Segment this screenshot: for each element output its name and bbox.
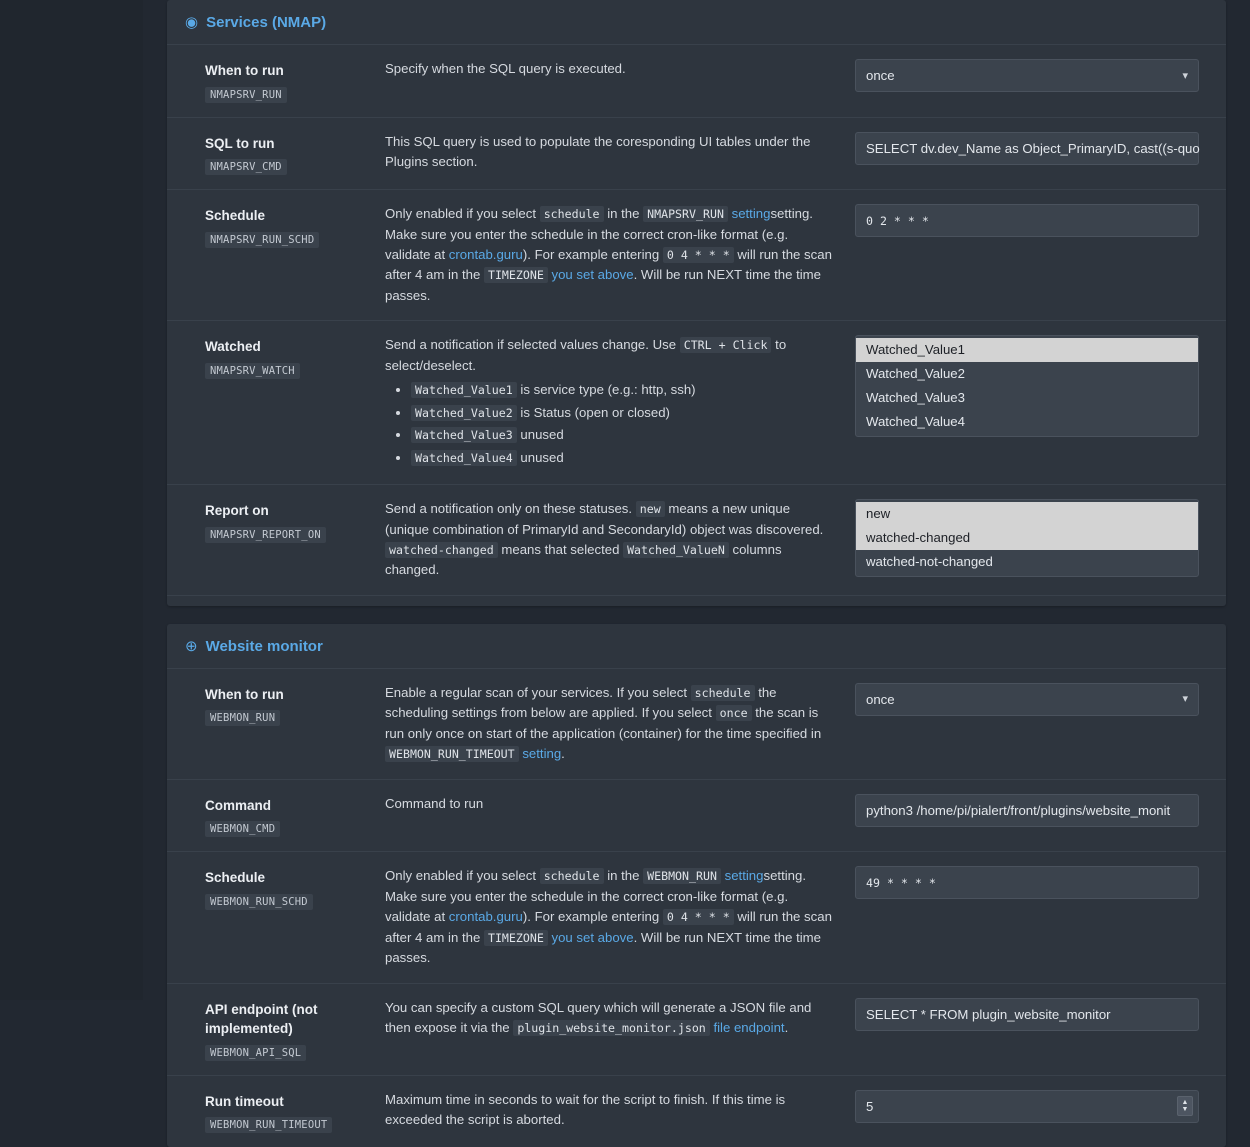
watched-valuen-code: Watched_ValueN: [623, 542, 729, 558]
setting-link[interactable]: setting: [522, 746, 562, 762]
desc-part: You can specify a custom SQL query which will generate a JSON file and then expose it via the: [385, 999, 812, 1036]
setting-field: [855, 1090, 1203, 1123]
crontab-guru-link[interactable]: crontab.guru: [448, 247, 523, 263]
webmon-api-sql-input[interactable]: SELECT * FROM plugin_website_monitor: [855, 998, 1199, 1031]
sidebar-gutter: [0, 0, 143, 1000]
desc-part: . Will be run NEXT time the time passes.: [385, 929, 821, 966]
cron-example-code: 0 4 * * *: [663, 909, 734, 925]
webmon-run-timeout-wrap: [855, 1090, 1199, 1123]
new-status-code: new: [636, 501, 665, 517]
watched-value-code: Watched_Value3: [411, 427, 517, 443]
setting-row-webmon-cmd: [167, 780, 1226, 853]
setting-label: Command: [205, 797, 272, 813]
desc-part: to select/deselect.: [385, 337, 787, 373]
webmon-cmd-input[interactable]: python3 /home/pi/pialert/front/plugins/website_monit: [855, 794, 1199, 827]
setting-label-block: [181, 794, 377, 838]
timezone-link[interactable]: you set above: [551, 267, 634, 283]
setting-description: [377, 866, 855, 968]
radar-icon: ◉: [185, 14, 199, 31]
setting-label-block: [181, 59, 377, 103]
setting-label: Run timeout: [205, 1093, 284, 1109]
timezone-code: TIMEZONE: [484, 267, 548, 283]
card-spacer: [167, 596, 1226, 606]
list-option[interactable]: Watched_Value1: [856, 338, 1198, 362]
setting-field: [855, 59, 1203, 92]
section-card-webmon: [167, 624, 1226, 1147]
setting-label: Schedule: [205, 208, 266, 224]
setting-key: WEBMON_CMD: [205, 821, 280, 837]
crontab-guru-link[interactable]: crontab.guru: [448, 909, 523, 925]
setting-label-block: [181, 335, 377, 379]
list-item: [411, 425, 833, 445]
section-header-webmon: [167, 624, 1226, 669]
setting-label-block: [181, 204, 377, 248]
setting-key: WEBMON_RUN_TIMEOUT: [205, 1117, 332, 1133]
quantity-stepper[interactable]: [1177, 1096, 1193, 1116]
nmapsrv-report-on-listbox[interactable]: [855, 499, 1199, 577]
setting-field: [855, 998, 1203, 1031]
setting-description: [377, 1090, 855, 1131]
desc-part: means that selected: [501, 542, 620, 558]
webmon-run-select[interactable]: [855, 683, 1199, 716]
setting-field: [855, 335, 1203, 437]
list-item-text: unused: [520, 449, 564, 465]
desc-part: setting. Make sure you enter the schedule in the correct cron-like format (e.g. validate at: [385, 206, 813, 263]
globe-icon: ⊕: [185, 637, 198, 655]
schedule-code: schedule: [540, 868, 604, 884]
setting-description: [377, 59, 855, 79]
setting-label-block: [181, 1090, 377, 1134]
list-option[interactable]: Watched_Value4: [866, 414, 965, 430]
setting-label: Watched: [205, 339, 261, 355]
description-text: This SQL query is used to populate the coresponding UI tables under the Plugins section.: [385, 133, 811, 170]
schedule-code: schedule: [691, 685, 755, 701]
desc-part: Send a notification only on these statuses.: [385, 501, 633, 517]
setting-label-block: [181, 683, 377, 727]
chevron-down-icon: ▾: [1182, 69, 1188, 82]
setting-key: NMAPSRV_REPORT_ON: [205, 527, 326, 543]
setting-row-nmapsrv-watch: [167, 321, 1226, 485]
desc-part: Enable a regular scan of your services. If you select: [385, 684, 687, 700]
setting-label: API endpoint (not implemented): [205, 1001, 318, 1037]
settings-content: [143, 0, 1250, 1132]
setting-label: When to run: [205, 686, 284, 702]
cron-value: 0 2 * * *: [866, 214, 929, 229]
watched-value-code: Watched_Value2: [411, 405, 517, 421]
setting-key: NMAPSRV_RUN: [205, 87, 287, 103]
setting-key: NMAPSRV_WATCH: [205, 363, 300, 379]
list-item-text: is service type (e.g.: http, ssh): [520, 382, 696, 398]
list-item: [411, 448, 833, 468]
list-option[interactable]: new: [856, 502, 1198, 526]
desc-part: setting. Make sure you enter the schedule in the correct cron-like format (e.g. validate at: [385, 868, 807, 925]
setting-key: WEBMON_API_SQL: [205, 1045, 306, 1061]
watched-value-code: Watched_Value1: [411, 382, 517, 398]
description-text: Specify when the SQL query is executed.: [385, 61, 626, 76]
cron-value: 49 * * * *: [866, 876, 936, 891]
desc-part: ). For example entering: [522, 247, 660, 263]
setting-field: [855, 132, 1203, 165]
desc-part: . Will be run NEXT time the time passes.: [385, 267, 821, 303]
setting-description: You can specify a custom SQL query which will generate a JSON file and then expose it via the plugin_website_monitor.json file endpoint.: [385, 999, 812, 1036]
setting-label-block: [181, 998, 377, 1061]
section-header-nmap: [167, 0, 1226, 45]
setting-link[interactable]: setting: [731, 206, 771, 222]
list-option[interactable]: Watched_Value2: [866, 366, 965, 382]
setting-key: WEBMON_RUN_SCHD: [205, 894, 313, 910]
webmon-run-code: WEBMON_RUN: [643, 868, 721, 884]
list-option[interactable]: watched-changed: [856, 526, 1198, 550]
nmapsrv-watch-listbox[interactable]: [855, 335, 1199, 437]
setting-row-webmon-run-schd: [167, 852, 1226, 983]
section-title: Website monitor: [205, 637, 323, 655]
once-code: once: [716, 705, 752, 721]
json-file-code: plugin_website_monitor.json: [513, 1020, 709, 1036]
setting-label: Schedule: [205, 870, 266, 886]
setting-row-webmon-run-timeout: [167, 1076, 1226, 1147]
webmon-timeout-code: WEBMON_RUN_TIMEOUT: [385, 746, 519, 762]
setting-description: [377, 335, 855, 470]
list-option[interactable]: watched-not-changed: [866, 554, 993, 570]
list-item: [411, 380, 833, 400]
desc-part: the scheduling settings from below are applied. If you select: [385, 684, 777, 721]
description-text: Maximum time in seconds to wait for the script to finish. If this time is exceeded the script is aborted.: [385, 1091, 786, 1128]
nmapsrv-cmd-input[interactable]: SELECT dv.dev_Name as Object_PrimaryID, cast((s-quo: [855, 132, 1199, 165]
chevron-down-icon[interactable]: ▼: [1181, 1106, 1189, 1114]
nmapsrv-run-select[interactable]: [855, 59, 1199, 92]
webmon-run-timeout-input[interactable]: 5: [855, 1090, 1199, 1123]
chevron-down-icon: ▾: [1182, 693, 1188, 706]
setting-row-nmapsrv-run-schd: [167, 190, 1226, 321]
setting-label: SQL to run: [205, 135, 275, 151]
desc-part: the scan is run only once on start of the application (container) for the time specified in: [385, 705, 822, 741]
setting-key: WEBMON_RUN: [205, 710, 280, 726]
setting-row-webmon-run: [167, 669, 1226, 780]
setting-label-block: [181, 866, 377, 910]
setting-label-block: [181, 132, 377, 176]
desc-part: will run the scan after 4 am in the: [385, 247, 832, 283]
desc-part: Send a notification if selected values change. Use: [385, 337, 677, 353]
nmapsrv-run-code: NMAPSRV_RUN: [643, 206, 728, 222]
list-option[interactable]: Watched_Value3: [866, 390, 965, 406]
setting-label-block: [181, 499, 377, 543]
setting-description: [377, 204, 855, 306]
setting-description: [377, 794, 855, 814]
file-endpoint-link[interactable]: file endpoint: [713, 1020, 785, 1036]
desc-part: in the: [607, 868, 640, 884]
description-text: Command to run: [385, 795, 484, 811]
setting-row-nmapsrv-run: [167, 45, 1226, 118]
list-item: [411, 403, 833, 423]
setting-row-nmapsrv-report-on: [167, 485, 1226, 596]
setting-field: [855, 204, 1203, 237]
watched-values-list: [385, 380, 833, 468]
ctrl-click-code: CTRL + Click: [680, 337, 772, 353]
setting-label: When to run: [205, 63, 284, 78]
chevron-up-icon[interactable]: ▲: [1181, 1099, 1189, 1107]
setting-link[interactable]: setting: [724, 868, 764, 884]
selected-value: once: [866, 691, 895, 707]
setting-label: Report on: [205, 503, 269, 519]
section-title: Services (NMAP): [206, 14, 327, 31]
desc-part: in the: [607, 206, 640, 222]
desc-part: Only enabled if you select: [385, 868, 537, 884]
list-item-text: is Status (open or closed): [520, 404, 670, 420]
setting-key: NMAPSRV_RUN_SCHD: [205, 232, 319, 248]
schedule-code: schedule: [540, 206, 604, 222]
setting-description: Enable a regular scan of your services. If you select schedule the scheduling settings from below are applied. If you select once the scan is run only once on start of the application (container) for the time specified in WEBMON_RUN_TIMEOUT setting.: [385, 684, 822, 762]
setting-field: [855, 794, 1203, 827]
desc-part: means a new unique (unique combination of PrimaryId and SecondaryId) object was discovered.: [385, 501, 824, 537]
watched-changed-code: watched-changed: [385, 542, 498, 558]
setting-description: [377, 132, 855, 173]
list-item-text: unused: [520, 427, 564, 443]
desc-part: columns changed.: [385, 542, 782, 578]
setting-key: NMAPSRV_CMD: [205, 159, 287, 175]
setting-description: [377, 499, 855, 581]
setting-row-webmon-api-sql: [167, 984, 1226, 1076]
watched-value-code: Watched_Value4: [411, 450, 517, 466]
setting-field: [855, 866, 1203, 899]
desc-part: will run the scan after 4 am in the: [385, 909, 832, 945]
cron-example-code: 0 4 * * *: [663, 247, 734, 263]
desc-part: Only enabled if you select: [385, 206, 537, 222]
setting-row-nmapsrv-cmd: [167, 118, 1226, 191]
timezone-link[interactable]: you set above: [551, 929, 634, 945]
setting-field: [855, 499, 1203, 577]
selected-value: once: [866, 68, 895, 83]
section-card-nmap: [167, 0, 1226, 606]
timezone-code: TIMEZONE: [484, 930, 548, 946]
nmapsrv-run-schd-input[interactable]: [855, 204, 1199, 237]
desc-part: ). For example entering: [522, 909, 660, 925]
webmon-run-schd-input[interactable]: [855, 866, 1199, 899]
setting-field: [855, 683, 1203, 716]
